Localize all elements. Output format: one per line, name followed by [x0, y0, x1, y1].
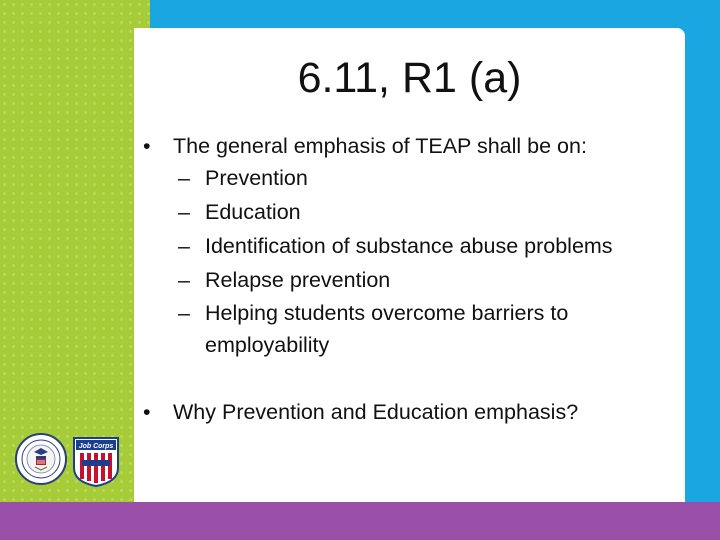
- bullet-text: The general emphasis of TEAP shall be on:: [173, 134, 587, 158]
- purple-bottom-band: [0, 502, 720, 540]
- bullet-marker: •: [143, 400, 151, 424]
- green-side-band: [0, 0, 150, 505]
- sub-item: [143, 263, 673, 297]
- sub-marker: –: [178, 234, 190, 258]
- sub-item-text: Identification of substance abuse problems: [205, 234, 613, 258]
- sub-marker: –: [178, 166, 190, 190]
- sub-marker: –: [178, 301, 190, 325]
- sub-item: [143, 161, 673, 195]
- bullet-item: [143, 397, 673, 427]
- sub-item-text: Relapse prevention: [205, 268, 391, 292]
- sub-item: [143, 229, 673, 263]
- bullet-marker: •: [143, 134, 151, 158]
- bullet-item: [143, 131, 673, 161]
- logo-group: [14, 432, 124, 488]
- sub-item-text: Helping students overcome barriers to employability: [205, 301, 569, 357]
- slide-body: [143, 131, 673, 427]
- sub-item-text: Education: [205, 200, 301, 224]
- sub-marker: –: [178, 200, 190, 224]
- job-corps-logo: [74, 438, 118, 486]
- sub-item: [143, 297, 673, 361]
- sub-item: [143, 195, 673, 229]
- slide-title: 6.11, R1 (a): [297, 54, 522, 102]
- sub-item-text: Prevention: [205, 166, 308, 190]
- bullet-text: Why Prevention and Education emphasis?: [173, 400, 579, 424]
- dol-seal-logo: [16, 434, 66, 484]
- sub-marker: –: [178, 268, 190, 292]
- job-corps-label: Job Corps: [78, 443, 114, 450]
